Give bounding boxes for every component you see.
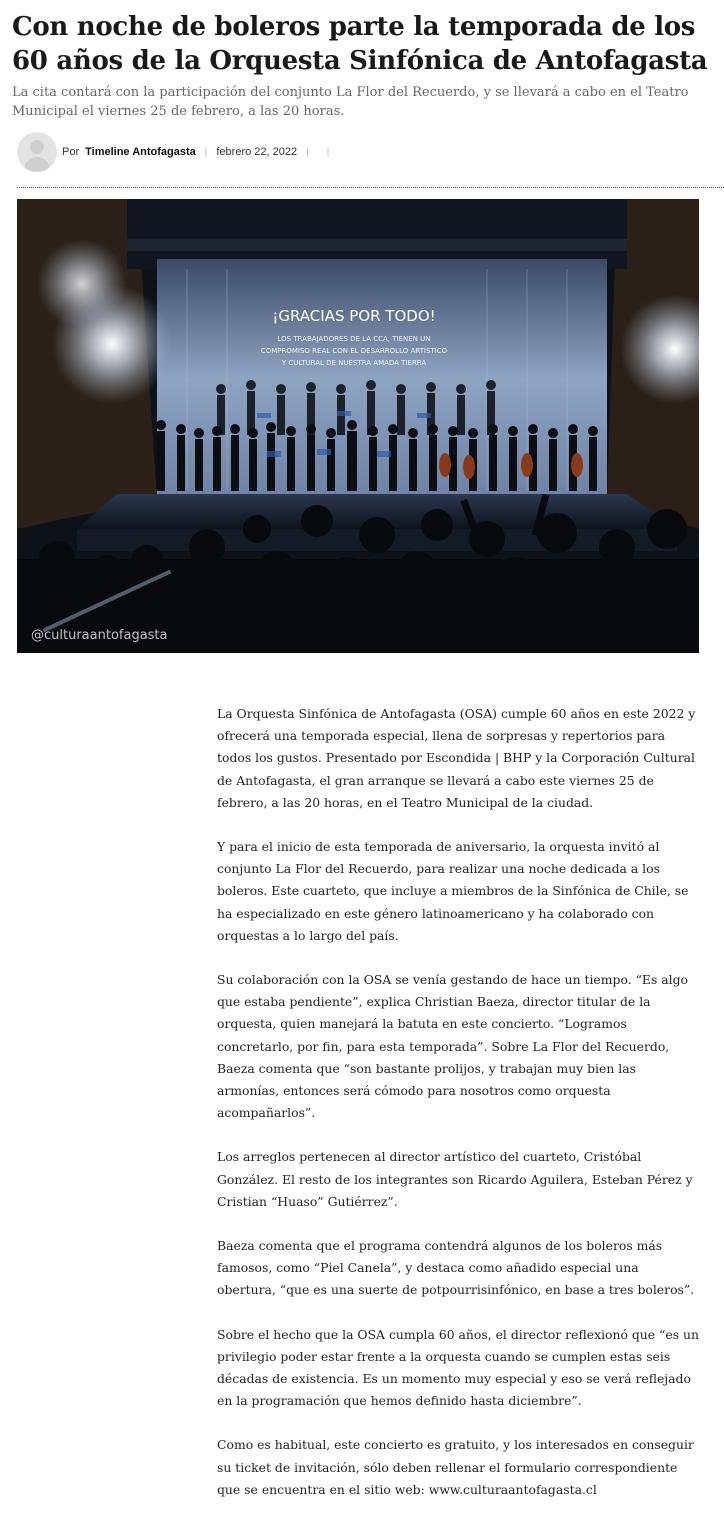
banner-line-1: LOS TRABAJADORES DE LA CCA, TIENEN UN bbox=[277, 335, 431, 343]
meta-separator: | bbox=[204, 146, 208, 158]
author-link[interactable]: Timeline Antofagasta bbox=[85, 146, 196, 158]
article-paragraph: Los arreglos pertenecen al director artístico del cuarteto, Cristóbal González. El resto de los integrantes son Ricardo Aguilera, Esteban Pérez y Cristian “Huaso” Gutiérrez”. bbox=[217, 1149, 693, 1209]
article-subtitle: La cita contará con la participación del conjunto La Flor del Recuerdo, y se llevará a cabo en el Teatro Municipal el viernes 25 de febrero, a las 20 horas. bbox=[12, 85, 689, 119]
article-body bbox=[217, 703, 701, 1523]
banner-line-2: COMPROMISO REAL CON EL DESARROLLO ARTÍSTICO bbox=[260, 347, 448, 355]
byline-prefix: Por bbox=[62, 146, 80, 158]
concert-photo bbox=[17, 199, 699, 653]
article-meta bbox=[17, 131, 617, 173]
meta-separator: | bbox=[326, 146, 330, 158]
avatar-shoulders-shape bbox=[24, 157, 50, 172]
article-paragraph: Como es habitual, este concierto es gratuito, y los interesados en conseguir su ticket de invitación, sólo deben rellenar el formulario correspondiente que se encuentra en el sitio web: www.culturaantofagasta.cl bbox=[217, 1437, 694, 1497]
article-paragraph: Sobre el hecho que la OSA cumpla 60 años, el director reflexionó que “es un privilegio poder estar frente a la orquesta cuando se cumplen estas seis décadas de existencia. Es un momento muy especial y eso se verá reflejado en la programación que hemos definido hasta diciembre”. bbox=[217, 1326, 699, 1409]
meta-separator: | bbox=[306, 146, 309, 158]
banner-title: ¡GRACIAS POR TODO! bbox=[272, 307, 436, 325]
article-paragraph: Y para el inicio de esta temporada de aniversario, la orquesta invitó al conjunto La Flor del Recuerdo, para realizar una noche dedicada a los boleros. Este cuarteto, que incluye a miembros de la Sinfónica de Chile, se ha especializado en este género latinoamericano y ha colaborado con orquestas a lo largo del país. bbox=[217, 839, 689, 943]
publish-date: febrero 22, 2022 bbox=[216, 146, 298, 158]
author-avatar[interactable] bbox=[17, 132, 57, 172]
article-paragraph: Baeza comenta que el programa contendrá algunos de los boleros más famosos, como “Piel Canela”, y destaca como añadido especial una obertura, “que es una suerte de potpourrisinfónico, en base a tres boleros”. bbox=[217, 1238, 695, 1298]
banner-line-3: Y CULTURAL DE NUESTRA AMADA TIERRA bbox=[281, 359, 427, 367]
avatar-head-shape bbox=[30, 140, 44, 154]
article-title: Con noche de boleros parte la temporada de los 60 años de la Orquesta Sinfónica de Antofagasta bbox=[12, 12, 708, 76]
article-paragraph: Su colaboración con la OSA se venía gestando de hace un tiempo. “Es algo que estaba pendiente”, explica Christian Baeza, director titular de la orquesta, quien manejará la batuta en este concierto. “Logramos concretarlo, por fin, para esta temporada”. Sobre La Flor del Recuerdo, Baeza comenta que “son bastante prolijos, y trabajan muy bien las armonías, entonces será cómodo para nosotros como orquesta acompañarlos”. bbox=[217, 972, 688, 1121]
header-divider bbox=[17, 187, 724, 188]
article-paragraph: La Orquesta Sinfónica de Antofagasta (OSA) cumple 60 años en este 2022 y ofrecerá una temporada especial, llena de sorpresas y repertorios para todos los gustos. Presentado por Escondida | BHP y la Corporación Cultural de Antofagasta, el gran arranque se llevará a cabo este viernes 25 de febrero, a las 20 horas, en el Teatro Municipal de la ciudad. bbox=[217, 706, 696, 810]
featured-image[interactable] bbox=[17, 199, 699, 653]
photo-watermark: @culturaantofagasta bbox=[31, 628, 168, 643]
